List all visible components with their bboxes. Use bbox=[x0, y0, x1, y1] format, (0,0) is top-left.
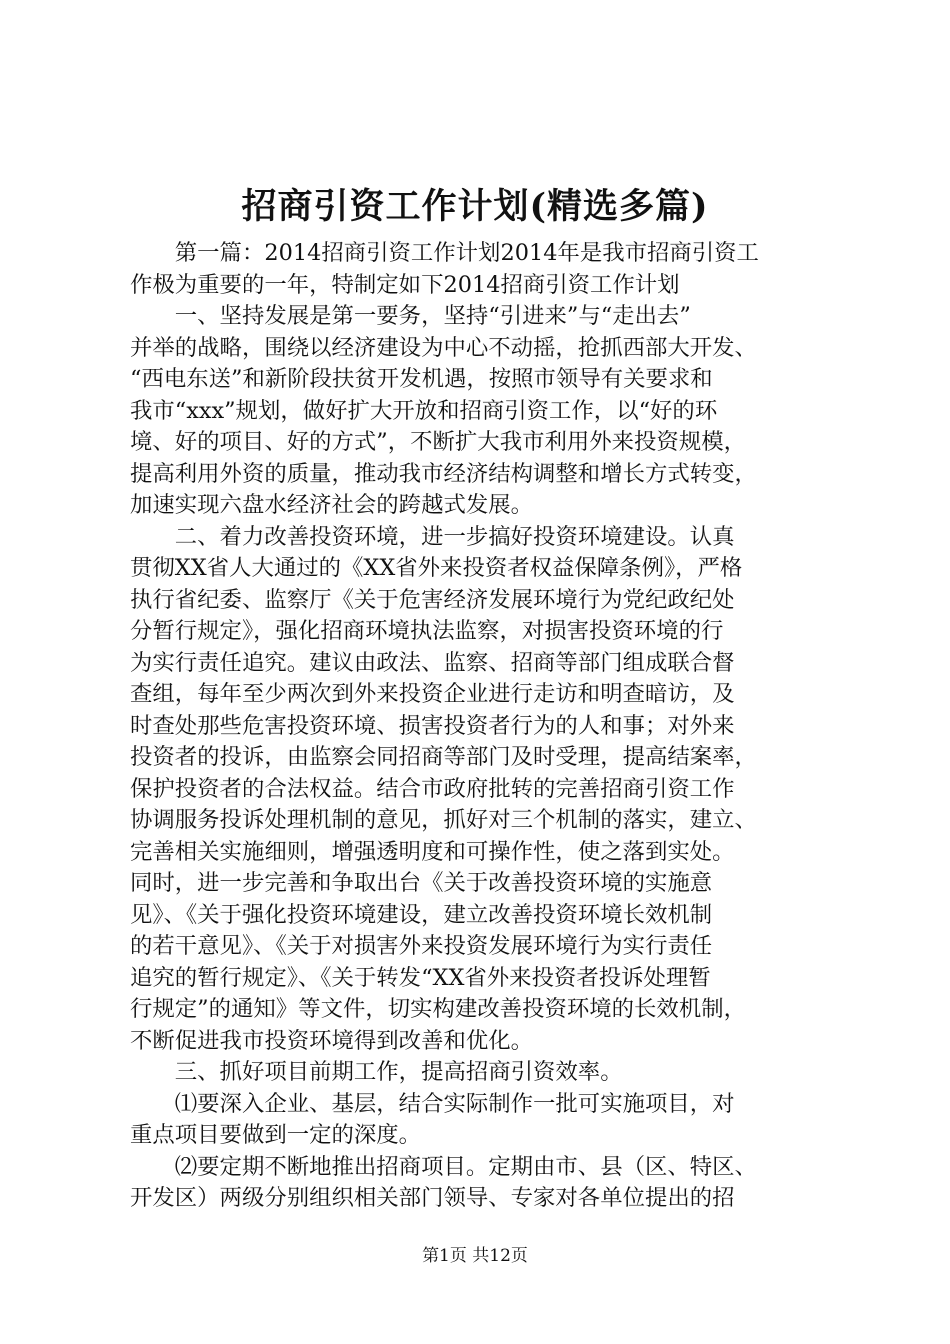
page-footer: 第1页 共12页 bbox=[422, 1246, 528, 1266]
body-line: 不断促进我市投资环境得到改善和优化。 bbox=[130, 1027, 534, 1054]
body-line: 查组，每年至少两次到外来投资企业进行走访和明查暗访，及 bbox=[130, 681, 735, 707]
document-body bbox=[130, 238, 835, 1215]
body-line: 追究的暂行规定》、《关于转发“XX省外来投资者投诉处理暂 bbox=[130, 964, 711, 991]
body-line: 投资者的投诉，由监察会同招商等部门及时受理，提高结案率， bbox=[130, 744, 757, 770]
body-line: 分暂行规定》，强化招商环境执法监察，对损害投资环境的行 bbox=[130, 618, 724, 644]
body-line: 完善相关实施细则，增强透明度和可操作性，使之落到实处。 bbox=[130, 838, 735, 865]
body-line: 境、好的项目、好的方式”，不断扩大我市利用外来投资规模， bbox=[130, 429, 746, 455]
body-line: 的若干意见》、《关于对损害外来投资发展环境行为实行责任 bbox=[130, 933, 713, 959]
body-line: 加速实现六盘水经济社会的跨越式发展。 bbox=[130, 492, 534, 518]
body-line: 为实行责任追究。建议由政法、监察、招商等部门组成联合督 bbox=[130, 649, 735, 676]
body-line: 执行省纪委、监察厅《关于危害经济发展环境行为党纪政纪处 bbox=[130, 586, 735, 613]
body-line: 作极为重要的一年，特制定如下2014招商引资工作计划 bbox=[130, 271, 680, 298]
body-line: 行规定”的通知》等文件，切实构建改善投资环境的长效机制， bbox=[130, 996, 746, 1022]
body-line: 三、抓好项目前期工作，提高招商引资效率。 bbox=[130, 1059, 623, 1085]
body-line: 第一篇：2014招商引资工作计划2014年是我市招商引资工 bbox=[130, 240, 759, 266]
body-line: 贯彻XX省人大通过的《XX省外来投资者权益保障条例》，严格 bbox=[130, 555, 743, 581]
body-line: 开发区）两级分别组织相关部门领导、专家对各单位提出的招 bbox=[130, 1185, 735, 1211]
body-line: 同时，进一步完善和争取出台《关于改善投资环境的实施意 bbox=[130, 870, 713, 896]
body-line: 见》、《关于强化投资环境建设，建立改善投资环境长效机制 bbox=[130, 901, 713, 928]
document-title: 招商引资工作计划(精选多篇) bbox=[241, 186, 709, 227]
body-line: 一、坚持发展是第一要务，坚持“引进来”与“走出去” bbox=[130, 303, 691, 329]
body-line: 保护投资者的合法权益。结合市政府批转的完善招商引资工作 bbox=[130, 775, 735, 802]
body-line: ⑵要定期不断地推出招商项目。定期由市、县（区、特区、 bbox=[130, 1153, 757, 1180]
body-line: 协调服务投诉处理机制的意见，抓好对三个机制的落实，建立、 bbox=[130, 807, 757, 833]
body-line: 我市“xxx”规划，做好扩大开放和招商引资工作，以“好的环 bbox=[130, 397, 718, 424]
body-line: ⑴要深入企业、基层，结合实际制作一批可实施项目，对 bbox=[130, 1090, 735, 1117]
body-line: 提高利用外资的质量，推动我市经济结构调整和增长方式转变， bbox=[130, 460, 757, 487]
body-line: 二、着力改善投资环境，进一步搞好投资环境建设。认真 bbox=[130, 523, 735, 550]
body-line: 重点项目要做到一定的深度。 bbox=[130, 1122, 422, 1148]
body-line: 时查处那些危害投资环境、损害投资者行为的人和事；对外来 bbox=[130, 712, 735, 739]
body-line: 并举的战略，围绕以经济建设为中心不动摇，抢抓西部大开发、 bbox=[130, 334, 757, 361]
body-line: “西电东送”和新阶段扶贫开发机遇，按照市领导有关要求和 bbox=[130, 366, 713, 392]
